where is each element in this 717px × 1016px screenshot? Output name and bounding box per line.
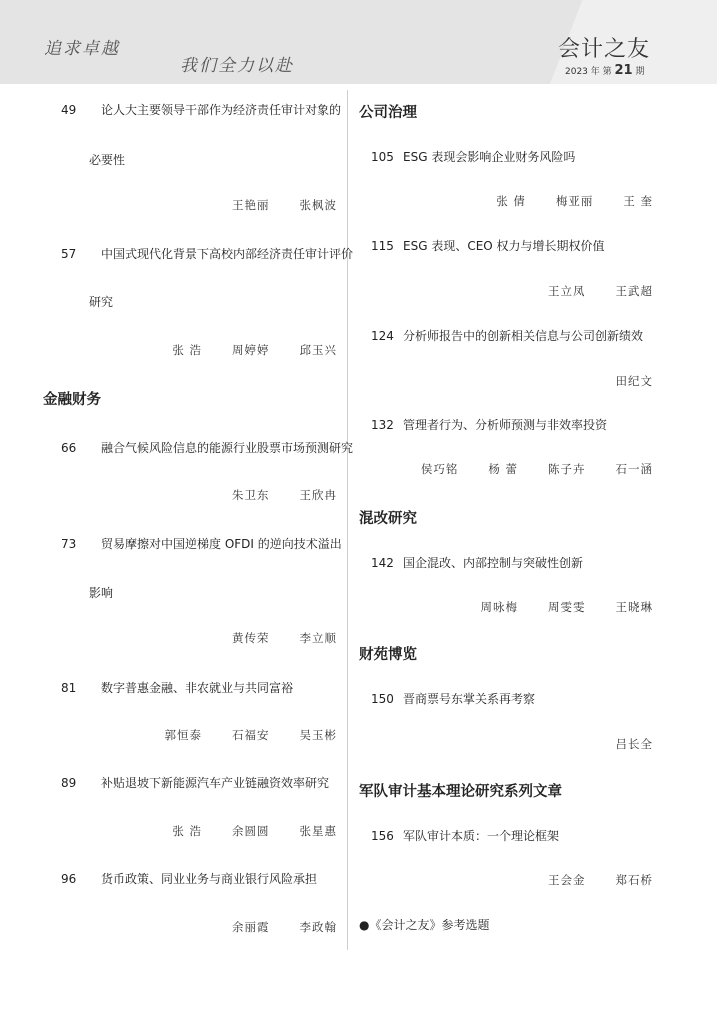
article-title: 管理者行为、分析师预测与非效率投资 <box>403 418 608 432</box>
page-number: 57 <box>61 247 77 261</box>
article-authors: 王艳丽 张枫波 <box>232 198 337 212</box>
article-title: 分析师报告中的创新相关信息与公司创新绩效 <box>403 329 644 343</box>
article-authors: 黄传荣 李立顺 <box>232 631 337 645</box>
page-number: 105 <box>371 150 394 164</box>
column-divider <box>347 90 348 950</box>
issue-info <box>565 63 645 78</box>
page-number: 124 <box>371 329 394 343</box>
article-title: 军队审计本质：一个理论框架 <box>403 829 560 843</box>
article-authors: 张 倩 梅亚丽 王 奎 <box>496 194 653 208</box>
issue-year: 2023 年 第 <box>565 67 612 77</box>
toc-entry-57[interactable] <box>61 245 353 262</box>
article-title-continuation: 影响 <box>89 586 114 600</box>
page-number: 66 <box>61 441 77 455</box>
article-title-continuation: 研究 <box>89 295 114 309</box>
article-title: 融合气候风险信息的能源行业股票市场预测研究 <box>101 441 354 455</box>
article-authors: 朱卫东 王欣冉 <box>232 488 337 502</box>
toc-entry-81[interactable] <box>61 679 293 696</box>
article-authors: 张 浩 周婷婷 邱玉兴 <box>172 343 337 357</box>
page-number: 142 <box>371 556 394 570</box>
article-title: 贸易摩擦对中国逆梯度 OFDI 的逆向技术溢出 <box>101 537 342 551</box>
article-authors: 郭恒泰 石福安 吴玉彬 <box>164 728 337 742</box>
section-heading-military-audit: 军队审计基本理论研究系列文章 <box>359 784 562 800</box>
article-title: ESG 表现、CEO 权力与增长期权价值 <box>403 239 605 253</box>
reference-topics-link[interactable]: ●《会计之友》参考选题 <box>359 918 490 932</box>
toc-entry-49[interactable] <box>61 101 341 118</box>
page-number: 81 <box>61 681 77 695</box>
article-title: 数字普惠金融、非农就业与共同富裕 <box>101 681 294 695</box>
toc-entry-115[interactable] <box>371 237 605 254</box>
page-number: 49 <box>61 103 77 117</box>
toc-entry-73[interactable] <box>61 535 342 552</box>
article-title: 论人大主要领导干部作为经济责任审计对象的 <box>101 103 342 117</box>
article-authors: 王立凤 王武超 <box>548 284 653 298</box>
toc-entry-132[interactable] <box>371 416 607 433</box>
section-heading-reform: 混改研究 <box>359 511 417 527</box>
article-title: 晋商票号东掌关系再考察 <box>403 692 536 706</box>
article-title: ESG 表现会影响企业财务风险吗 <box>403 150 576 164</box>
article-title: 中国式现代化背景下高校内部经济责任审计评价 <box>101 247 354 261</box>
slogan-line-1: 追求卓越 <box>44 39 120 59</box>
toc-entry-124[interactable] <box>371 327 643 344</box>
section-heading-governance: 公司治理 <box>359 105 417 121</box>
toc-entry-89[interactable] <box>61 774 329 791</box>
page-number: 115 <box>371 239 394 253</box>
article-authors: 吕长全 <box>615 737 653 751</box>
toc-entry-105[interactable] <box>371 148 575 165</box>
page-number: 73 <box>61 537 77 551</box>
toc-entry-66[interactable] <box>61 439 353 456</box>
article-authors: 余丽霞 李政翰 <box>232 920 337 934</box>
article-title: 货币政策、同业业务与商业银行风险承担 <box>101 872 318 886</box>
article-authors: 田纪文 <box>615 374 653 388</box>
section-heading-finance: 金融财务 <box>43 392 101 408</box>
issue-suffix: 期 <box>635 67 645 77</box>
article-title: 补贴退坡下新能源汽车产业链融资效率研究 <box>101 776 330 790</box>
page-number: 89 <box>61 776 77 790</box>
article-authors: 周咏梅 周雯雯 王晓琳 <box>480 600 653 614</box>
toc-entry-150[interactable] <box>371 690 535 707</box>
article-authors: 王会金 郑石桥 <box>548 873 653 887</box>
section-heading-garden: 财苑博览 <box>359 647 417 663</box>
page-number: 156 <box>371 829 394 843</box>
toc-entry-96[interactable] <box>61 870 317 887</box>
page-number: 132 <box>371 418 394 432</box>
article-authors: 张 浩 余圆圆 张星惠 <box>172 824 337 838</box>
slogan-line-2: 我们全力以赴 <box>180 56 294 76</box>
page-number: 150 <box>371 692 394 706</box>
article-authors: 侯巧铭 杨 蕾 陈子卉 石一涵 <box>420 462 653 476</box>
toc-entry-156[interactable] <box>371 827 559 844</box>
article-title: 国企混改、内部控制与突破性创新 <box>403 556 584 570</box>
page-header <box>0 0 717 84</box>
issue-number: 21 <box>614 63 633 78</box>
toc-entry-142[interactable] <box>371 554 583 571</box>
magazine-title: 会计之友 <box>558 37 651 62</box>
page-number: 96 <box>61 872 77 886</box>
article-title-continuation: 必要性 <box>89 153 126 167</box>
